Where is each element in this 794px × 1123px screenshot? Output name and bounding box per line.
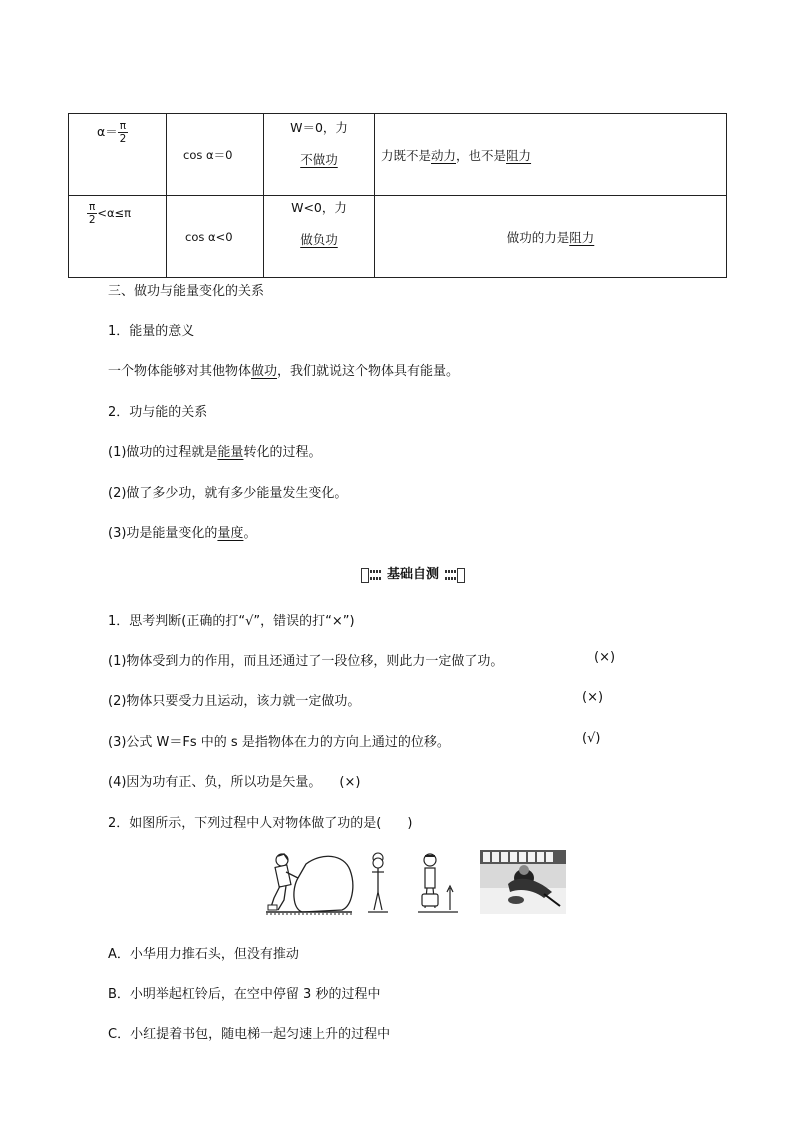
question-title: 1．思考判断(正确的打“√”，错误的打“×”) (108, 614, 355, 629)
section-heading: 三、做功与能量变化的关系 (108, 284, 265, 299)
push-rock-illustration (266, 854, 353, 914)
subheading: 2．功与能的关系 (108, 405, 208, 420)
pi-over-2-fraction (118, 120, 128, 145)
subheading: 1．能量的意义 (108, 324, 195, 339)
text: 一个物体能够对其他物体 (108, 364, 252, 379)
fraction-denominator: 2 (119, 133, 127, 145)
text: (3)功是能量变化的 (108, 526, 218, 541)
cos-value: cos α<0 (185, 229, 233, 244)
judgement-mark: (×) (339, 775, 361, 790)
paragraph (108, 522, 256, 541)
text: (1)做功的过程就是 (108, 445, 218, 460)
banner-label: 基础自测 (381, 566, 445, 583)
paragraph (108, 360, 459, 379)
table-row (69, 114, 727, 196)
desc-underlined: 动力 (431, 147, 457, 163)
banner-edge (457, 568, 465, 583)
judgement-item: (1)物体受到力的作用，而且还通过了一段位移，则此力一定做了功。 (108, 654, 504, 669)
desc-text: 做功的力是 (506, 229, 570, 245)
angle-cell (69, 196, 167, 278)
desc-underlined: 阻力 (506, 147, 532, 163)
cos-value: cos α＝0 (183, 147, 233, 162)
question-title: 2．如图所示，下列过程中人对物体做了功的是( ) (108, 816, 413, 831)
work-sign-table (68, 113, 727, 278)
work-line1: W<0，力 (291, 200, 347, 215)
judgement-mark: (×) (594, 650, 616, 665)
fraction-numerator: π (119, 120, 127, 132)
text: 转化的过程。 (243, 445, 322, 460)
text: ，我们就说这个物体具有能量。 (277, 364, 460, 379)
work-line1: W＝0，力 (290, 120, 348, 135)
curling-photo (480, 850, 566, 914)
desc-text: ，也不是 (456, 147, 507, 163)
judgement-mark: (×) (582, 690, 604, 705)
school-bag-illustration (418, 854, 458, 912)
banner-edge (361, 568, 369, 583)
cos-cell (167, 196, 264, 278)
question-illustrations (262, 848, 568, 916)
work-cell (264, 196, 375, 278)
cos-cell (167, 114, 264, 196)
answer-option: A．小华用力推石头，但没有推动 (108, 947, 299, 962)
underlined-answer: 做功 (251, 364, 278, 379)
section-banner (361, 566, 465, 583)
judgement-mark: (√) (582, 731, 601, 746)
work-cell (264, 114, 375, 196)
fraction-numerator: π (89, 201, 96, 213)
desc-text: 力既不是 (381, 147, 432, 163)
text: 。 (243, 526, 257, 541)
underlined-answer: 能量 (217, 445, 244, 460)
fraction-denominator: 2 (88, 214, 96, 226)
answer-option: B．小明举起杠铃后，在空中停留 3 秒的过程中 (108, 987, 381, 1002)
description-cell (375, 196, 727, 278)
angle-label: α＝ (97, 124, 118, 139)
work-line2: 做负功 (300, 232, 338, 247)
barbell-illustration (368, 853, 388, 912)
table-row (69, 196, 727, 278)
text: (4)因为功有正、负，所以功是矢量。 (108, 775, 322, 790)
judgement-item (108, 771, 360, 790)
work-line2: 不做功 (300, 152, 338, 167)
pi-over-2-fraction (87, 201, 97, 226)
angle-label: <α≤π (97, 206, 132, 220)
underlined-answer: 量度 (217, 526, 244, 541)
paragraph (108, 441, 321, 460)
answer-option: C．小红提着书包，随电梯一起匀速上升的过程中 (108, 1027, 391, 1042)
desc-underlined: 阻力 (569, 229, 595, 245)
paragraph: (2)做了多少功，就有多少能量发生变化。 (108, 486, 348, 501)
judgement-item: (3)公式 W＝Fs 中的 s 是指物体在力的方向上通过的位移。 (108, 735, 450, 750)
description-cell (375, 114, 727, 196)
angle-cell (69, 114, 167, 196)
judgement-item: (2)物体只要受力且运动，该力就一定做功。 (108, 694, 361, 709)
